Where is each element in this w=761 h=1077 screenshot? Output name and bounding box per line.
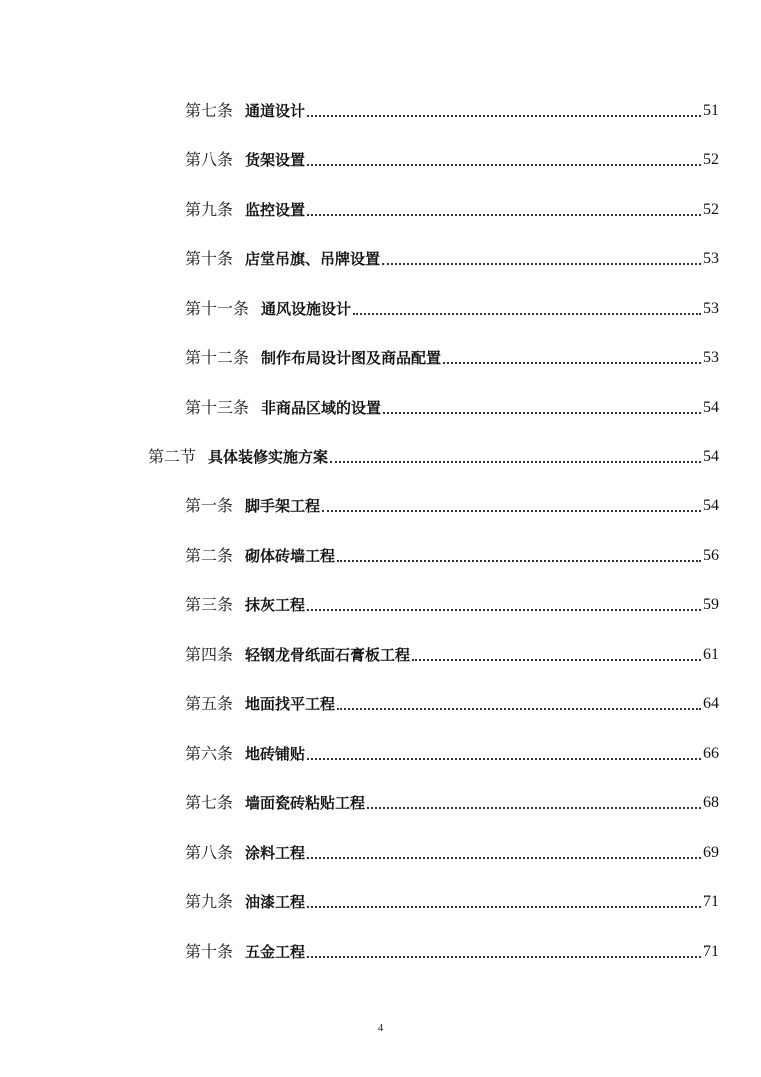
toc-entry-page: 66 (703, 745, 719, 762)
toc-entry[interactable] (185, 641, 719, 665)
toc-leader-dots (307, 115, 701, 117)
toc-entry[interactable] (185, 542, 719, 566)
toc-entry[interactable] (185, 938, 719, 962)
toc-leader-dots (307, 609, 701, 611)
toc-entry-page: 51 (703, 102, 719, 119)
toc-entry[interactable] (185, 888, 719, 912)
toc-entry-title: 制作布局设计图及商品配置 (261, 349, 442, 367)
toc-leader-dots (330, 461, 701, 463)
toc-entry-title: 地砖铺贴 (245, 745, 306, 763)
toc-entry-page: 54 (703, 497, 719, 514)
toc-entry-page: 54 (703, 399, 719, 416)
toc-entry[interactable] (185, 245, 719, 269)
toc-entry-number: 第二条 (185, 546, 234, 565)
toc-entry-title: 砌体砖墙工程 (245, 547, 336, 565)
toc-entry-title: 店堂吊旗、吊牌设置 (245, 250, 381, 268)
toc-leader-dots (307, 214, 701, 216)
toc-entry-title: 五金工程 (245, 943, 306, 961)
toc-entry-number: 第十条 (185, 249, 234, 268)
toc-entry-title: 油漆工程 (245, 893, 306, 911)
toc-leader-dots (367, 807, 701, 809)
toc-entry[interactable] (185, 789, 719, 813)
toc-entry-title: 脚手架工程 (245, 497, 321, 515)
toc-entry-number: 第九条 (185, 200, 234, 219)
toc-leader-dots (322, 510, 701, 512)
toc-entry-title: 货架设置 (245, 151, 306, 169)
toc-leader-dots (307, 956, 701, 958)
toc-entry[interactable] (185, 839, 719, 863)
toc-entry[interactable] (185, 344, 719, 368)
toc-leader-dots (307, 857, 701, 859)
toc-entry-page: 71 (703, 943, 719, 960)
toc-entry[interactable] (185, 690, 719, 714)
toc-entry-page: 68 (703, 794, 719, 811)
toc-entry-number: 第十一条 (185, 299, 250, 318)
toc-leader-dots (353, 313, 701, 315)
toc-entry[interactable] (185, 146, 719, 170)
toc-entry-page: 52 (703, 151, 719, 168)
toc-entry-page: 56 (703, 547, 719, 564)
toc-entry-title: 非商品区域的设置 (261, 399, 382, 417)
toc-entry-title: 轻钢龙骨纸面石膏板工程 (245, 646, 411, 664)
toc-entry-title: 墙面瓷砖粘贴工程 (245, 794, 366, 812)
toc-entry-number: 第十二条 (185, 348, 250, 367)
toc-entry-page: 54 (703, 448, 719, 465)
toc-entry[interactable] (185, 492, 719, 516)
toc-entry-number: 第四条 (185, 645, 234, 664)
page-number: 4 (377, 1022, 384, 1034)
toc-entry-number: 第七条 (185, 793, 234, 812)
toc-entry-page: 61 (703, 646, 719, 663)
toc-entry-title: 涂料工程 (245, 844, 306, 862)
toc-entry-title: 抹灰工程 (245, 596, 306, 614)
toc-entry-number: 第九条 (185, 892, 234, 911)
toc-entry-page: 53 (703, 349, 719, 366)
toc-entry-number: 第十三条 (185, 398, 250, 417)
toc-entry-number: 第十条 (185, 942, 234, 961)
toc-entry[interactable] (185, 740, 719, 764)
toc-entry-title: 具体装修实施方案 (208, 448, 329, 466)
toc-entry-page: 71 (703, 893, 719, 910)
toc-entry[interactable] (185, 591, 719, 615)
toc-entry-number: 第三条 (185, 595, 234, 614)
toc-entry-number: 第八条 (185, 150, 234, 169)
toc-entry-number: 第六条 (185, 744, 234, 763)
toc-leader-dots (383, 412, 701, 414)
toc-entry-number: 第二节 (148, 447, 197, 466)
toc-leader-dots (307, 164, 701, 166)
toc-entry-title: 监控设置 (245, 201, 306, 219)
toc-leader-dots (307, 906, 701, 908)
toc-leader-dots (412, 659, 701, 661)
toc-entry-page: 69 (703, 844, 719, 861)
toc-entry-page: 59 (703, 596, 719, 613)
toc-entry-page: 53 (703, 250, 719, 267)
toc-entry-number: 第八条 (185, 843, 234, 862)
toc-entry[interactable] (185, 97, 719, 121)
toc-entry[interactable] (185, 394, 719, 418)
toc-leader-dots (337, 560, 701, 562)
toc-section-entry[interactable] (148, 443, 719, 467)
toc-leader-dots (443, 362, 701, 364)
toc-entry-title: 通道设计 (245, 102, 306, 120)
toc-entry-number: 第五条 (185, 694, 234, 713)
toc-leader-dots (382, 263, 701, 265)
toc-leader-dots (307, 758, 701, 760)
toc-leader-dots (337, 708, 701, 710)
toc-entry[interactable] (185, 196, 719, 220)
toc-entry-title: 地面找平工程 (245, 695, 336, 713)
toc-entry-title: 通风设施设计 (261, 300, 352, 318)
toc-entry-page: 64 (703, 695, 719, 712)
toc-entry[interactable] (185, 295, 719, 319)
toc-entry-number: 第七条 (185, 101, 234, 120)
toc-entry-page: 52 (703, 201, 719, 218)
toc-entry-number: 第一条 (185, 496, 234, 515)
toc-entry-page: 53 (703, 300, 719, 317)
